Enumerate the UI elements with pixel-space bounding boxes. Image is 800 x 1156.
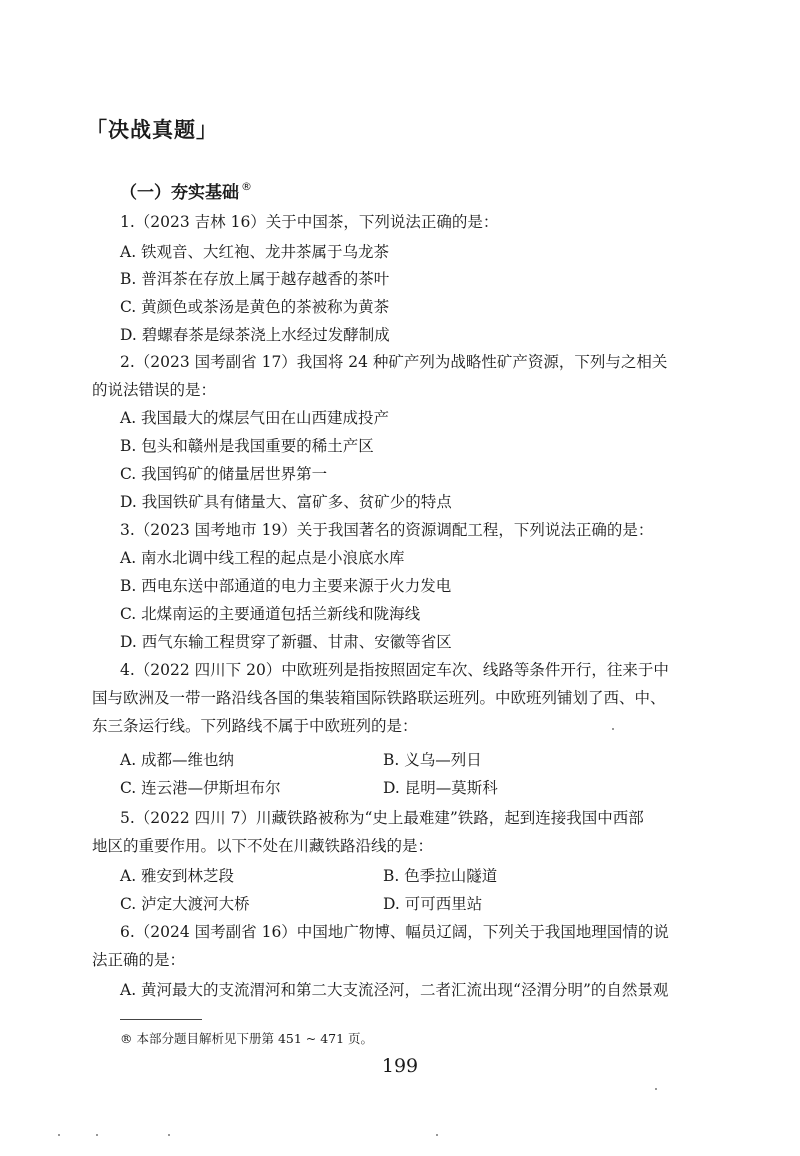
question-3-option-b: B. 西电东送中部通道的电力主要来源于火力发电 bbox=[120, 577, 452, 595]
section-title: 「决战真题」 bbox=[86, 118, 218, 142]
question-6-option-a: A. 黄河最大的支流渭河和第二大支流泾河，二者汇流出现“泾渭分明”的自然景观 bbox=[120, 981, 669, 999]
footnote: ® 本部分题目解析见下册第 451 ~ 471 页。 bbox=[120, 1031, 374, 1046]
footnote-marker: ® bbox=[241, 180, 252, 193]
question-2-option-b: B. 包头和赣州是我国重要的稀土产区 bbox=[120, 437, 374, 455]
question-4-stem-line-2: 国与欧洲及一带一路沿线各国的集装箱国际铁路联运班列。中欧班列铺划了西、中、 bbox=[92, 689, 666, 707]
question-5-stem-line-2: 地区的重要作用。以下不处在川藏铁路沿线的是： bbox=[92, 837, 434, 855]
question-3-option-d: D. 西气东输工程贯穿了新疆、甘肃、安徽等省区 bbox=[120, 633, 452, 651]
question-5-option-a: A. 雅安到林芝段 bbox=[120, 867, 235, 885]
question-1-stem: 1.（2023 吉林 16）关于中国茶，下列说法正确的是： bbox=[120, 213, 499, 231]
scan-speck bbox=[58, 1134, 60, 1136]
question-4-option-c: C. 连云港—伊斯坦布尔 bbox=[120, 779, 281, 797]
scan-speck bbox=[436, 1134, 438, 1136]
question-4-option-b: B. 义乌—列日 bbox=[383, 751, 482, 769]
scan-speck bbox=[168, 1134, 170, 1136]
question-2-option-d: D. 我国铁矿具有储量大、富矿多、贫矿少的特点 bbox=[120, 493, 452, 511]
question-5-stem-line-1: 5.（2022 四川 7）川藏铁路被称为“史上最难建”铁路，起到连接我国中西部 bbox=[120, 809, 644, 827]
question-1-option-c: C. 黄颜色或茶汤是黄色的茶被称为黄茶 bbox=[120, 298, 390, 316]
question-2-option-c: C. 我国钨矿的储量居世界第一 bbox=[120, 465, 328, 483]
question-5-option-b: B. 色季拉山隧道 bbox=[383, 867, 498, 885]
question-4-stem-line-3: 东三条运行线。下列路线不属于中欧班列的是： bbox=[92, 717, 418, 735]
scan-speck bbox=[655, 1088, 657, 1090]
question-5-option-d: D. 可可西里站 bbox=[383, 895, 483, 913]
question-4-option-a: A. 成都—维也纳 bbox=[120, 751, 235, 769]
question-1-option-d: D. 碧螺春茶是绿茶浇上水经过发酵制成 bbox=[120, 326, 390, 344]
question-1-option-a: A. 铁观音、大红袍、龙井茶属于乌龙茶 bbox=[120, 243, 390, 261]
footnote-divider bbox=[120, 1019, 202, 1020]
subsection-title bbox=[120, 178, 252, 203]
subsection-title-text: （一）夯实基础 bbox=[120, 183, 239, 203]
question-6-stem-line-1: 6.（2024 国考副省 16）中国地广物博、幅员辽阔，下列关于我国地理国情的说 bbox=[120, 923, 669, 941]
question-6-stem-line-2: 法正确的是： bbox=[92, 951, 186, 969]
question-3-stem: 3.（2023 国考地市 19）关于我国著名的资源调配工程，下列说法正确的是： bbox=[120, 521, 654, 539]
question-3-option-c: C. 北煤南运的主要通道包括兰新线和陇海线 bbox=[120, 605, 421, 623]
scan-speck bbox=[96, 1134, 98, 1136]
question-1-option-b: B. 普洱茶在存放上属于越存越香的茶叶 bbox=[120, 270, 390, 288]
question-5-option-c: C. 泸定大渡河大桥 bbox=[120, 895, 250, 913]
question-4-option-d: D. 昆明—莫斯科 bbox=[383, 779, 498, 797]
question-2-stem-line-2: 的说法错误的是： bbox=[92, 381, 217, 399]
question-3-option-a: A. 南水北调中线工程的起点是小浪底水库 bbox=[120, 549, 405, 567]
question-2-stem-line-1: 2.（2023 国考副省 17）我国将 24 种矿产列为战略性矿产资源，下列与之相关 bbox=[120, 353, 668, 371]
page-number: 199 bbox=[381, 1055, 419, 1077]
question-4-stem-line-1: 4.（2022 四川下 20）中欧班列是指按照固定车次、线路等条件开行，往来于中 bbox=[120, 661, 669, 679]
question-2-option-a: A. 我国最大的煤层气田在山西建成投产 bbox=[120, 409, 390, 427]
scan-speck bbox=[612, 728, 614, 730]
